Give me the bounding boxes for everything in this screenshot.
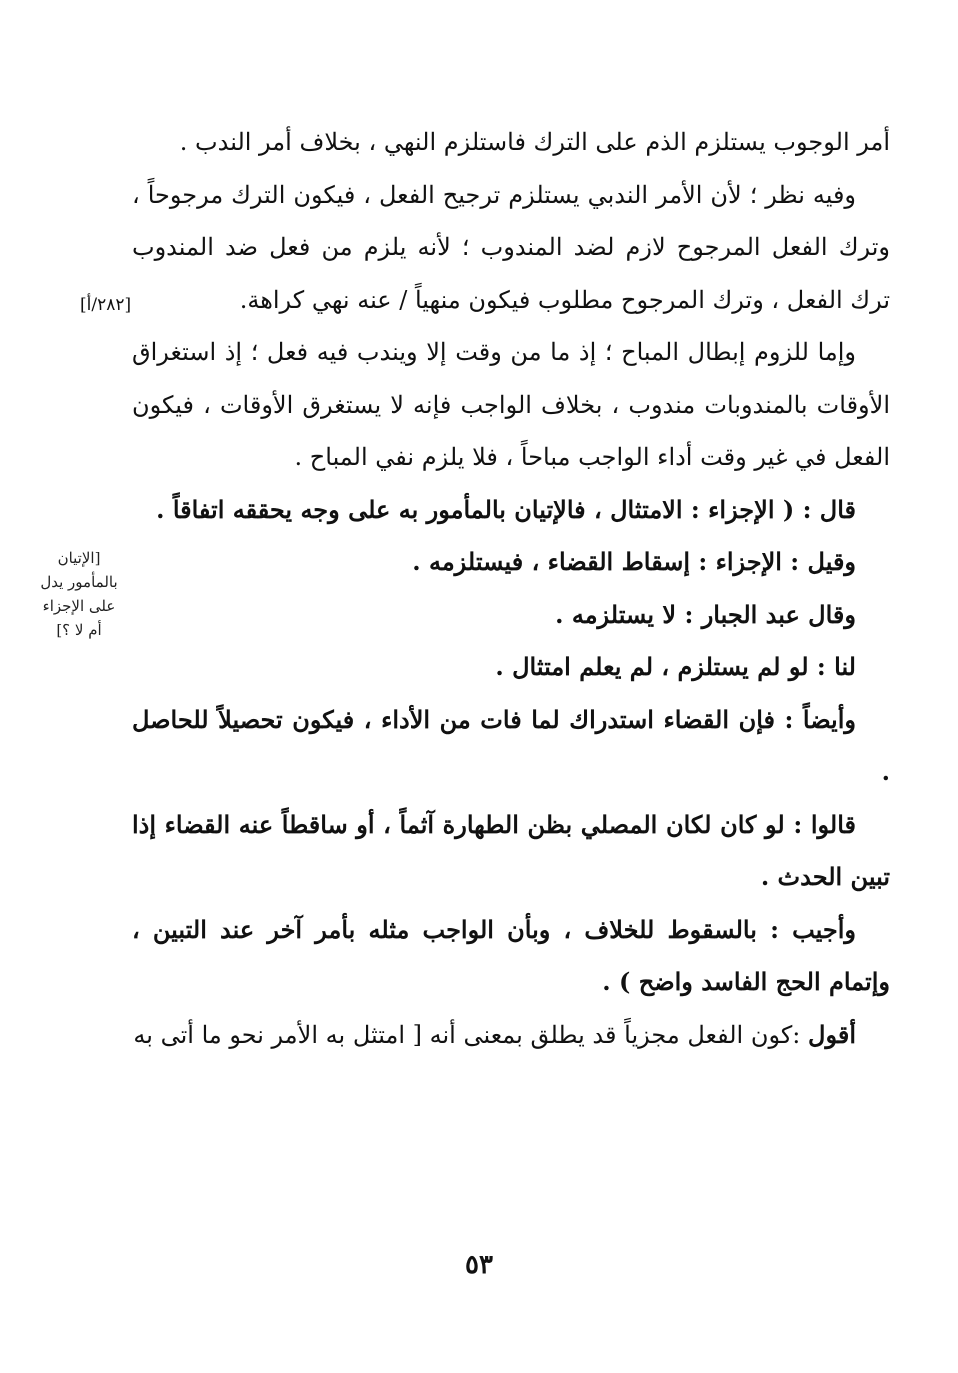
body-text — [80, 116, 890, 1061]
paragraph-5: وقيل : الإجزاء : إسقاط القضاء ، فيستلزمه . — [412, 547, 856, 576]
margin-note-line: [الإتيان — [57, 549, 101, 567]
margin-note — [28, 546, 130, 642]
paragraph-11 — [132, 1009, 890, 1062]
paragraph-11-lead: أقول — [808, 1019, 856, 1049]
paragraph-7: لنا : لو لم يستلزم ، لم يعلم امتثال . — [495, 652, 856, 681]
paragraph-1: أمر الوجوب يستلزم الذم على الترك فاستلزم النهي ، بخلاف أمر الندب . — [179, 128, 890, 156]
margin-note-line: أم لا ؟] — [56, 621, 102, 639]
paragraph-8: وأيضاً : فإن القضاء استدراك لما فات من الأداء ، فيكون تحصيلاً للحاصل . — [132, 704, 890, 786]
paragraph-6: وقال عبد الجبار : لا يستلزمه . — [555, 599, 856, 629]
manuscript-page-ref: [٢٨٢/أ] — [80, 294, 132, 315]
paragraph-2-text: وفيه نظر ؛ لأن الأمر الندبي يستلزم ترجيح الفعل ، فيكون الترك مرجوحاً ، وترك الفعل المرجوح لازم لضد المندوب ؛ لأنه يلزم من فعل ضد المندوب ترك الفعل ، وترك المرجوح مطلوب فيكون منهياً / عنه نهي كراهة. — [132, 180, 890, 314]
margin-note-line: على الإجزاء — [42, 597, 116, 615]
paragraph-9: قالوا : لو كان لكان المصلي بظن الطهارة آثماً ، أو ساقطاً عنه القضاء إذا تبين الحدث . — [132, 809, 890, 891]
paragraph-11-text: :كون الفعل مجزياً قد يطلق بمعنى أنه [ امتثل به الأمر نحو ما أتى به — [133, 1020, 809, 1049]
paragraph-4: قال : ( الإجزاء : الامتثال ، فالإتيان بالمأمور به على وجه يحققه اتفاقاً . — [156, 494, 856, 524]
paragraph-2 — [80, 169, 890, 327]
margin-note-line: بالمأمور يدل — [40, 573, 118, 591]
paragraph-3: وإما للزوم إبطال المباح ؛ إذ ما من وقت إلا ويندب فيه فعل ؛ إذ استغراق الأوقات بالمندوبات مندوب ، بخلاف الواجب فإنه لا يستغرق الأوقات ، فيكون الفعل في غير وقت أداء الواجب مباحاً ، فلا يلزم نفي المباح . — [132, 338, 890, 471]
page-number: ٥٣ — [465, 1250, 493, 1280]
paragraph-10: وأجيب : بالسقوط للخلاف ، وبأن الواجب مثله بأمر آخر عند التبين ، وإتمام الحج الفاسد واضح ) . — [132, 914, 890, 996]
